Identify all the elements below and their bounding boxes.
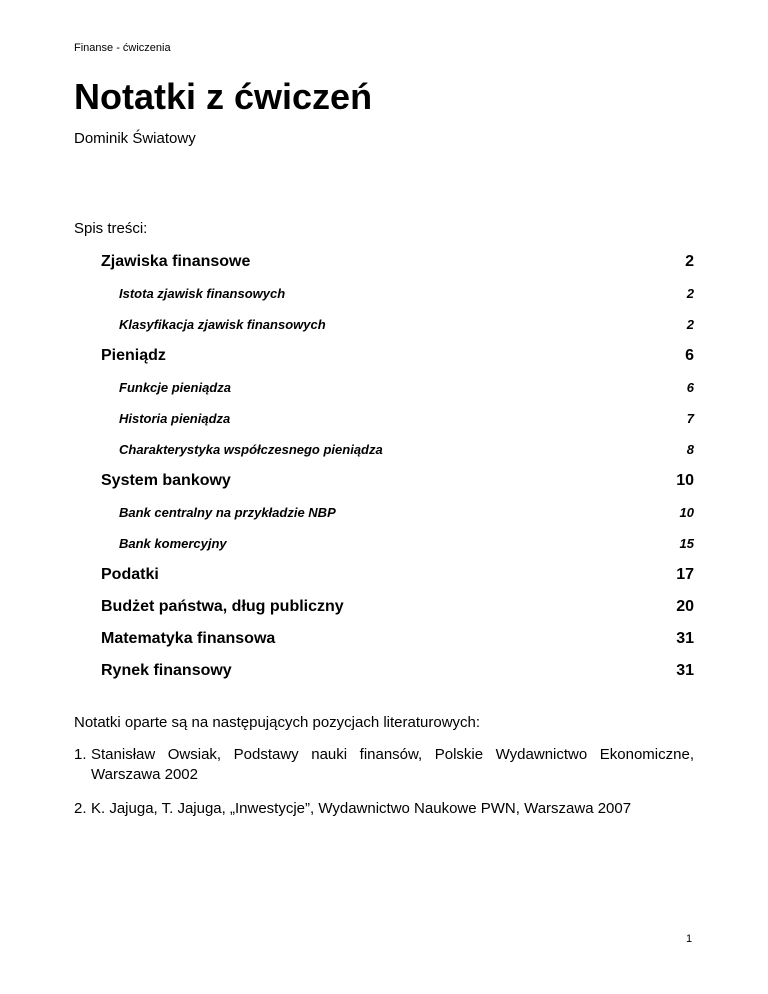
notes-intro: Notatki oparte są na następujących pozycjach literaturowych: — [74, 714, 481, 731]
running-header: Finanse - ćwiczenia — [74, 42, 171, 54]
reference-item — [74, 745, 694, 785]
toc-entry-title: Pieniądz — [101, 347, 166, 364]
toc-entry-title: Budżet państwa, dług publiczny — [101, 598, 344, 615]
toc-entry-zjawiska-finansowe[interactable] — [101, 246, 694, 278]
toc-entry-title: Podatki — [101, 566, 159, 583]
toc-entry-page: 17 — [676, 566, 694, 583]
toc-entry-page: 10 — [679, 505, 694, 520]
toc-entry-rynek-finansowy[interactable] — [101, 655, 694, 687]
toc-entry-podatki[interactable] — [101, 559, 694, 591]
toc-entry-page: 6 — [686, 380, 694, 395]
toc-entry-page: 31 — [676, 662, 694, 679]
toc-entry-page: 8 — [686, 442, 694, 457]
toc-entry-page: 2 — [686, 317, 694, 332]
toc-entry-page: 15 — [679, 536, 694, 551]
toc-entry-funkcje-pieniadza[interactable] — [101, 372, 694, 403]
reference-text: K. Jajuga, T. Jajuga, „Inwestycje”, Wydawnictwo Naukowe PWN, Warszawa 2007 — [91, 800, 632, 817]
document-title: Notatki z ćwiczeń — [74, 76, 373, 117]
toc-entry-bank-komercyjny[interactable] — [101, 528, 694, 559]
reference-number: 1. — [74, 746, 87, 763]
toc-entry-title: Historia pieniądza — [119, 411, 231, 426]
toc-entry-page: 10 — [676, 472, 694, 489]
toc-entry-page: 2 — [686, 286, 694, 301]
toc-entry-title: Istota zjawisk finansowych — [119, 286, 286, 301]
toc-entry-title: Rynek finansowy — [101, 662, 232, 679]
toc-entry-title: Bank centralny na przykładzie NBP — [119, 505, 336, 520]
toc-entry-budzet-panstwa[interactable] — [101, 591, 694, 623]
toc-label: Spis treści: — [74, 220, 148, 237]
author-name: Dominik Światowy — [74, 130, 196, 147]
toc-entry-istota-zjawisk[interactable] — [101, 278, 694, 309]
toc-entry-klasyfikacja[interactable] — [101, 309, 694, 340]
toc-entry-title: Funkcje pieniądza — [119, 380, 231, 395]
toc-entry-title: Bank komercyjny — [119, 536, 227, 551]
toc-entry-page: 2 — [685, 253, 694, 270]
toc-entry-page: 6 — [685, 347, 694, 364]
table-of-contents — [101, 246, 694, 687]
reference-text: Stanisław Owsiak, Podstawy nauki finansów, Polskie Wydawnictwo Ekonomiczne, Warszawa 2002 — [91, 746, 694, 783]
reference-item — [74, 799, 694, 819]
reference-number: 2. — [74, 800, 87, 817]
toc-entry-title: System bankowy — [101, 472, 231, 489]
toc-entry-title: Matematyka finansowa — [101, 630, 276, 647]
toc-entry-historia-pieniadza[interactable] — [101, 403, 694, 434]
toc-entry-title: Zjawiska finansowe — [101, 253, 251, 270]
toc-entry-title: Klasyfikacja zjawisk finansowych — [119, 317, 326, 332]
toc-entry-system-bankowy[interactable] — [101, 465, 694, 497]
toc-entry-matematyka-finansowa[interactable] — [101, 623, 694, 655]
toc-entry-title: Charakterystyka współczesnego pieniądza — [119, 442, 383, 457]
toc-entry-pieniadz[interactable] — [101, 340, 694, 372]
page-number: 1 — [686, 933, 693, 945]
toc-entry-page: 20 — [676, 598, 694, 615]
toc-entry-page: 7 — [686, 411, 694, 426]
toc-entry-charakterystyka[interactable] — [101, 434, 694, 465]
literature-notes — [74, 713, 694, 833]
toc-entry-bank-centralny[interactable] — [101, 497, 694, 528]
toc-entry-page: 31 — [676, 630, 694, 647]
